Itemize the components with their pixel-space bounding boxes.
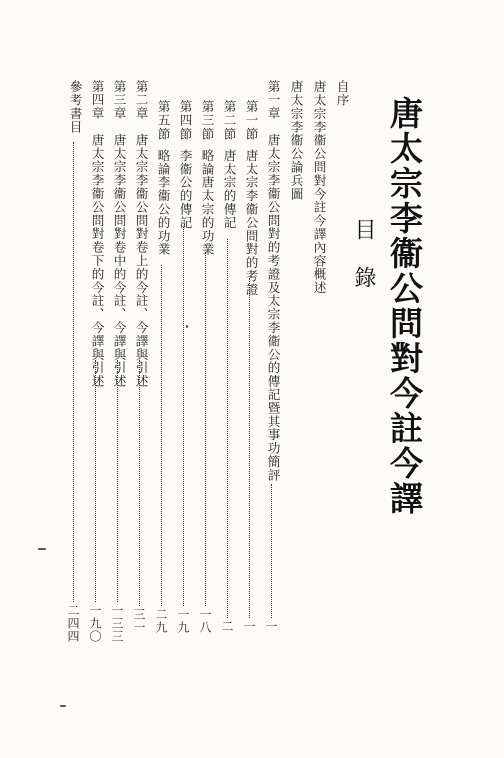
toc-entry-section-1[interactable] <box>244 100 257 296</box>
page-number: 一九 <box>176 608 190 634</box>
toc-entry-section-3[interactable] <box>200 100 213 256</box>
toc-entry-bibliography[interactable] <box>68 80 81 134</box>
section-label: 第二節 <box>221 100 237 141</box>
dot-leader <box>139 360 140 606</box>
dot-leader <box>271 484 272 618</box>
toc-heading: 目錄 <box>351 218 376 314</box>
toc-entry-title: 唐太宗李衞公問對卷下的今註、今譯與引述 <box>89 133 105 388</box>
toc-entry-title: 自序 <box>334 80 350 107</box>
chapter-label: 第三章 <box>111 80 127 120</box>
page-number: 一 <box>242 620 256 633</box>
section-label: 第一節 <box>243 100 259 141</box>
page-number: 二四四 <box>66 604 80 643</box>
toc-entry-preface[interactable] <box>335 80 348 107</box>
scan-mark <box>38 548 46 550</box>
toc-entry-chapter-2[interactable] <box>134 80 147 388</box>
page-number: 一三三 <box>110 604 124 643</box>
chapter-label: 第四章 <box>89 80 105 120</box>
toc-entry-title: 唐太宗李衞公問對今註今譯內容概述 <box>311 80 327 295</box>
toc-entry-title: 唐太宗李衞公問對卷中的今註、今譯與引述 <box>111 133 127 388</box>
toc-entry-section-4[interactable] <box>178 100 191 229</box>
toc-entry-illustration[interactable] <box>289 80 302 201</box>
page-number: 二 <box>220 620 234 633</box>
page-number: 一八 <box>198 608 212 634</box>
toc-entry-title: 唐太宗李衞公問對的考證 <box>243 148 259 297</box>
dot-leader <box>205 252 206 606</box>
dot-leader <box>161 265 162 606</box>
toc-entry-title: 唐太宗李衞公論兵圖 <box>288 80 304 201</box>
toc-entry-section-5[interactable] <box>156 100 169 256</box>
chapter-label: 第一章 <box>265 80 281 120</box>
dot-leader <box>227 239 228 618</box>
page-number: 一 <box>264 620 278 633</box>
toc-entry-chapter-4[interactable] <box>90 80 103 388</box>
dot-leader <box>73 142 74 602</box>
toc-entry-overview[interactable] <box>312 80 325 294</box>
section-label: 第三節 <box>199 100 215 141</box>
section-label: 第五節 <box>155 100 171 141</box>
toc-entry-title: 李衞公的傳記 <box>177 148 193 230</box>
toc-entry-title: 略論唐太宗的功業 <box>199 148 215 257</box>
dot-leader <box>117 360 118 602</box>
toc-entry-chapter-3[interactable] <box>112 80 125 388</box>
dot-leader <box>249 278 250 618</box>
toc-entry-section-2[interactable] <box>222 100 235 229</box>
dot-leader <box>183 227 184 606</box>
page-number: 二九 <box>154 608 168 634</box>
scan-mark <box>60 705 66 707</box>
scan-mark <box>186 325 188 328</box>
section-label: 第四節 <box>177 100 193 141</box>
page-number: 一九〇 <box>88 604 102 643</box>
page-number: 三一 <box>132 608 146 634</box>
toc-entry-title: 唐太宗李衞公問對的考證及太宗李衞公的傳記暨其事功簡評 <box>265 133 281 482</box>
toc-entry-title: 參考書目 <box>67 80 83 134</box>
chapter-label: 第二章 <box>133 80 149 120</box>
toc-entry-title: 唐太宗李衞公問對卷上的今註、今譯與引述 <box>133 133 149 388</box>
dot-leader <box>95 360 96 602</box>
toc-entry-title: 略論李衞公的功業 <box>155 148 171 257</box>
toc-entry-title: 唐太宗的傳記 <box>221 148 237 230</box>
toc-entry-chapter-1[interactable] <box>266 80 279 482</box>
book-title: 唐太宗李衞公問對今註今譯 <box>385 96 424 516</box>
